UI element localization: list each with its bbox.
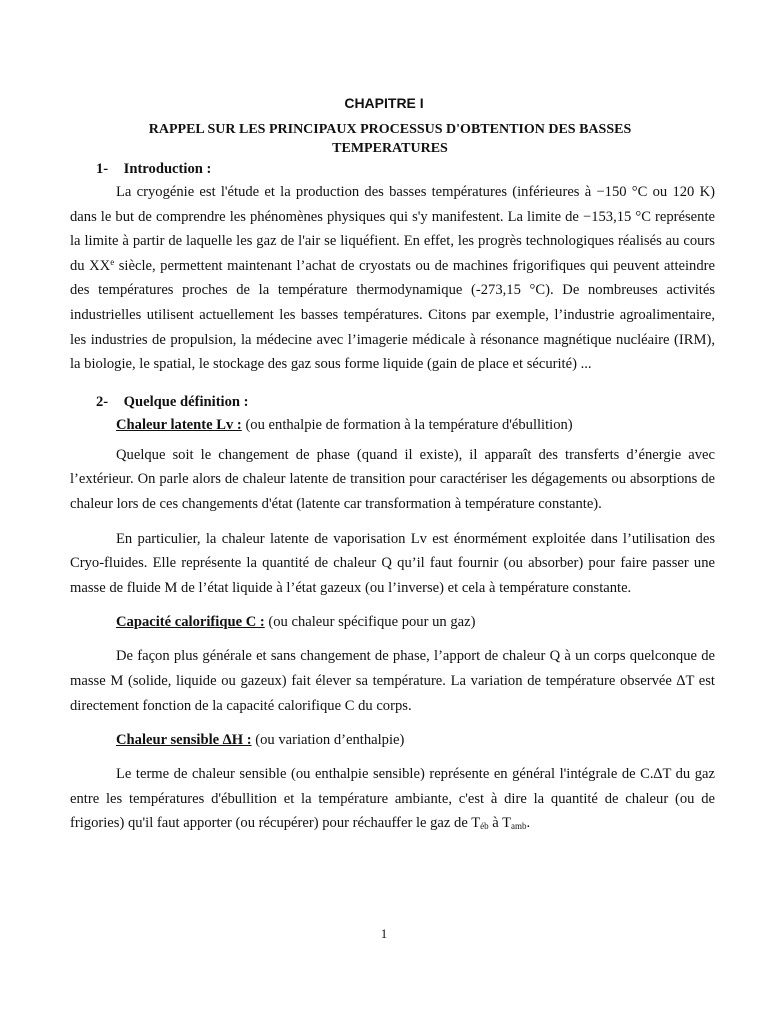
section-heading-introduction <box>70 158 715 180</box>
paragraph-sensible-heat <box>70 762 715 836</box>
section-number: 1- <box>96 161 109 177</box>
section-heading-text: Quelque définition : <box>123 393 249 410</box>
section-heading-text: Introduction : <box>123 161 212 177</box>
page-number: 1 <box>380 926 388 941</box>
section-number: 2- <box>96 393 109 410</box>
subscript-boiling: éb <box>480 821 489 832</box>
superscript: e <box>110 256 115 267</box>
definition-label-heat-capacity <box>70 610 715 634</box>
subscript-ambient: amb <box>511 821 527 832</box>
definition-note: (ou chaleur spécifique pour un gaz) <box>264 614 476 631</box>
chapter-title: RAPPEL SUR LES PRINCIPAUX PROCESSUS D'OBTENTION DES BASSES TEMPERATURES <box>148 122 632 156</box>
paragraph-text: La cryogénie est l'étude et la production des basses températures (inférieures à −150 °C ou 120 K) dans le but de comprendre les phénomènes physiques qui s'y manifestent. La limite de −153,15 °C représente la limite à partir de laquelle les gaz de l'air se liquéfient. En effet, les progrès technologiques réalisés au cours du XX <box>70 184 715 274</box>
definition-note: (ou enthalpie de formation à la température d'ébullition) <box>241 416 573 433</box>
definition-note: (ou variation d’enthalpie) <box>251 732 405 749</box>
paragraph-heat-capacity: De façon plus générale et sans changement de phase, l’apport de chaleur Q à un corps quelconque de masse M (solide, liquide ou gazeux) fait élever sa température. La variation de température observée ∆T est directement fonction de la capacité calorifique C du corps. <box>70 648 715 714</box>
definition-label-latent-heat <box>70 413 715 437</box>
chapter-label: CHAPITRE I <box>344 95 424 111</box>
paragraph-latent-heat-1: Quelque soit le changement de phase (quand il existe), il apparaît des transferts d’énergie avec l’extérieur. On parle alors de chaleur latente de transition pour caractériser les dégagements ou absorptions de chaleur lors de ces changements d'état (latente car transformation à température constante). <box>70 446 715 512</box>
definition-term: Chaleur sensible ∆H : <box>116 732 252 749</box>
section-heading-definitions <box>70 391 715 413</box>
definition-label-sensible-heat <box>70 728 715 752</box>
definition-term: Chaleur latente Lv : <box>116 416 242 433</box>
paragraph-latent-heat-2: En particulier, la chaleur latente de vaporisation Lv est énormément exploitée dans l’utilisation des Cryo-fluides. Elle représente la quantité de chaleur Q qu’il faut fournir (ou absorber) pour faire passer une masse de fluide M de l’état liquide à l’état gazeux (ou l’inverse) et cela à température constante. <box>70 530 715 596</box>
paragraph-text: Le terme de chaleur sensible (ou enthalpie sensible) représente en général l'intégrale de C.∆T du gaz entre les températures d'ébullition et la température ambiante, c'est à dire la quantité de chaleur (ou de frigories) qu'il faut apporter (ou récupérer) pour réchauffer le gaz de T <box>70 766 715 832</box>
definition-term: Capacité calorifique C : <box>116 614 265 631</box>
document-body <box>70 158 715 836</box>
paragraph-text: siècle, permettent maintenant l’achat de cryostats ou de machines frigorifiques qui peuvent atteindre des températures proches de la température thermodynamique (-273,15 °C). De nombreuses activités industrielles utilisent actuellement les basses températures. Citons par exemple, l’industrie agroalimentaire, les industries de propulsion, la médecine avec l’imagerie médicale à résonance magnétique nucléaire (IRM), la biologie, le spatial, le stockage des gaz sous forme liquide (gain de place et sécurité) ... <box>70 257 715 373</box>
paragraph-text: . <box>526 815 531 832</box>
paragraph-text: à T <box>488 815 512 832</box>
paragraph-introduction <box>70 180 715 377</box>
